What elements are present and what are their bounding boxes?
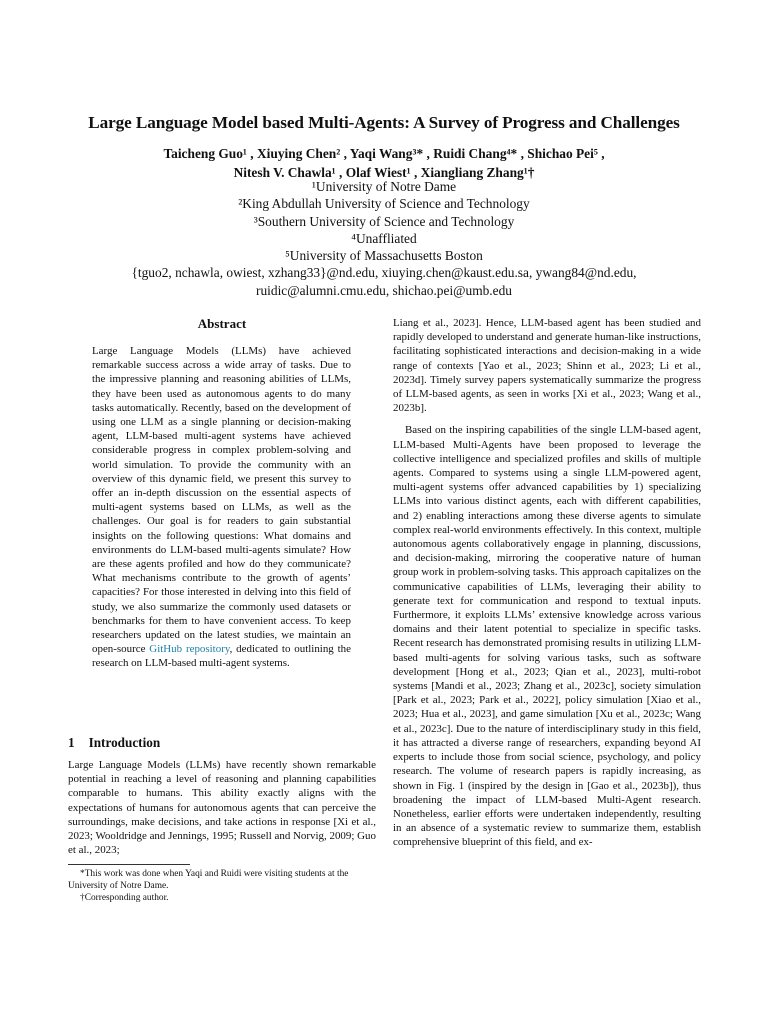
footnotes	[68, 868, 376, 905]
affiliation-3: ³Southern University of Science and Technology	[253, 213, 515, 229]
author-list	[0, 144, 768, 182]
intro-paragraph-1: Large Language Models (LLMs) have recently shown remarkable potential in reaching a level of reasoning and planning capabilities comparable to humans. This ability exactly aligns with the expectations of humans for autonomous agents that can perceive the surroundings, make decisions, and take actions in response [Xi et al., 2023; Wooldridge and Jennings, 1995; Russell and Norvig, 2009; Guo et al., 2023;	[68, 759, 376, 857]
emails-line-1: {tguo2, nchawla, owiest, xzhang33}@nd.edu, xiuying.chen@kaust.edu.sa, ywang84@nd.edu,	[131, 265, 637, 281]
intro-paragraph-2: Based on the inspiring capabilities of the single LLM-based agent, LLM-based Multi-Agents have been proposed to leverage the collective intelligence and specialized profiles and skills of multiple agents. Compared to systems using a single LLM-powered agent, multi-agent systems offer advanced capabilities by 1) specializing LLMs into various distinct agents, each with different capabilities, and 2) enabling interactions among these diverse agents to simulate complex real-world environments effectively. In this context, multiple autonomous agents collaboratively engage in planning, discussions, and decision-making, mirroring the cooperative nature of human group work in problem-solving tasks. This approach capitalizes on the communicative capabilities of LLMs, leveraging their ability to generate text for communication and respond to textual inputs. Furthermore, it exploits LLMs’ extensive knowledge across various domains and their latent potential to specialize in specific tasks. Recent research has demonstrated promising results in utilizing LLM-based multi-agents for solving various tasks, such as software development [Hong et al., 2023; Qian et al., 2023], multi-robot systems [Mandi et al., 2023; Zhang et al., 2023c], society simulation [Park et al., 2023; Park et al., 2022], policy simulation [Xiao et al., 2023; Hua et al., 2023], and game simulation [Xu et al., 2023c; Wang et al., 2023c]. Due to the nature of interdisciplinary study in this field, it has attracted a diverse range of researchers, expanding beyond AI experts to include those from social science, psychology, and policy research. The volume of research papers is rapidly increasing, as shown in Fig. 1 (inspired by the design in [Gao et al., 2023b]), thus broadening the impact of LLM-based Multi-Agent research. Nonetheless, earlier efforts were undertaken independently, resulting in an absence of a systematic review to summarize them, establish comprehensive blueprint of this field, and ex-	[393, 424, 701, 849]
authors-line-2: Nitesh V. Chawla¹ , Olaf Wiest¹ , Xiangliang Zhang¹†	[233, 165, 535, 180]
affiliation-1: ¹University of Notre Dame	[311, 179, 457, 194]
github-repository-link[interactable]: GitHub repository	[149, 643, 230, 656]
affiliation-4: ⁴Unaffliated	[351, 230, 417, 246]
abstract-text-part-1: Large Language Models (LLMs) have achieved remarkable success across a wide array of tasks. Due to the impressive planning and reasoning abilities of LLMs, they have been used as autonomous agents to do many tasks automatically. Recently, based on the development of using one LLM as a single planning or decision-making agent, LLM-based multi-agent systems have achieved considerable progress in complex problem-solving and world simulation. To provide the community with an overview of this dynamic field, we present this survey to offer an in-depth discussion on the essential aspects of multi-agent systems based on LLMs, as well as the challenges. Our goal is for readers to gain substantial insights on the following questions: What domains and environments do LLM-based multi-agents simulate? How are these agents profiled and how do they communicate? What mechanisms contribute to the growth of agents’ capacities? For those interested in delving into this field of study, we also summarize the commonly used datasets or benchmarks for them to have convenient access. To keep researchers updated on the latest studies, we maintain an open-source	[92, 345, 351, 656]
section-heading-introduction	[68, 735, 160, 751]
emails-line-2: ruidic@alumni.cmu.edu, shichao.pei@umb.edu	[256, 282, 512, 298]
abstract-heading: Abstract	[197, 316, 247, 331]
footnote-rule	[68, 864, 190, 865]
affiliations	[0, 178, 768, 299]
authors-line-1: Taicheng Guo¹ , Xiuying Chen² , Yaqi Wang³* , Ruidi Chang⁴* , Shichao Pei⁵ ,	[163, 146, 605, 161]
footnote-2: †Corresponding author.	[80, 893, 169, 904]
paper-title: Large Language Model based Multi-Agents: A Survey of Progress and Challenges	[88, 113, 680, 132]
intro-right-column	[393, 316, 701, 850]
section-number: 1	[68, 735, 75, 750]
footnote-1: *This work was done when Yaqi and Ruidi were visiting students at the University of Notre Dame.	[68, 869, 349, 892]
intro-left-column	[68, 758, 376, 857]
affiliation-2: ²King Abdullah University of Science and Technology	[238, 196, 530, 212]
abstract-text-part-2: , dedicated to outlining the research on LLM-based multi-agent systems.	[92, 643, 351, 670]
intro-paragraph-continued: Liang et al., 2023]. Hence, LLM-based agent has been studied and rapidly developed to understand and generate human-like instructions, facilitating sophisticated interactions and decision-making in a wide range of contexts [Yao et al., 2023; Shinn et al., 2023; Li et al., 2023d]. Timely survey papers systematically summarize the progress of LLM-based agents, as seen in works [Xi et al., 2023; Wang et al., 2023b].	[393, 317, 701, 415]
affiliation-5: ⁵University of Massachusetts Boston	[285, 248, 483, 264]
section-title: Introduction	[88, 735, 161, 750]
abstract-body	[92, 344, 351, 671]
